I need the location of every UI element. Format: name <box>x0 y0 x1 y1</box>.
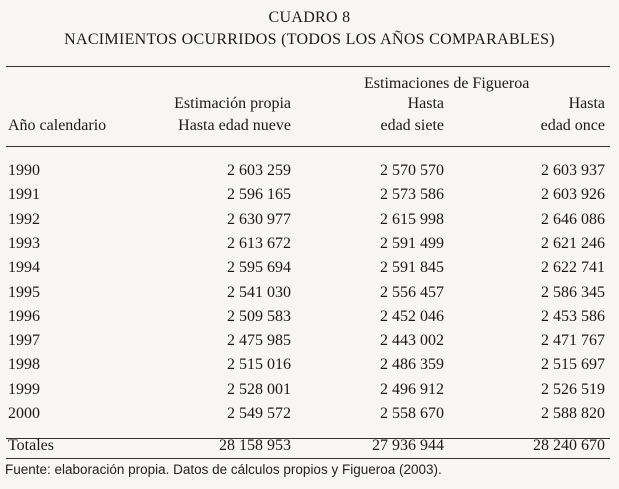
table-number: CUADRO 8 <box>268 9 351 26</box>
year-cell: 1991 <box>8 186 40 204</box>
value-cell: 2 471 767 <box>541 332 605 350</box>
value-cell: 2 591 845 <box>380 259 444 277</box>
value-cell: 2 443 002 <box>380 332 444 350</box>
header-year <box>8 115 106 137</box>
source-note: Fuente: elaboración propia. Datos de cálculos propios y Figueroa (2003). <box>5 462 442 477</box>
table-row <box>0 381 619 405</box>
value-cell: 2 452 046 <box>380 307 444 325</box>
value-cell: 2 573 586 <box>380 186 444 204</box>
year-cell: 1995 <box>8 283 40 301</box>
header-own-estimate <box>174 93 291 137</box>
value-cell: 2 570 570 <box>380 162 444 179</box>
value-cell: 2 621 246 <box>541 234 605 252</box>
value-cell: 2 646 086 <box>541 210 605 228</box>
table-row <box>0 332 619 356</box>
header-line: Hasta edad nueve <box>178 117 291 134</box>
year-cell: 1994 <box>8 259 40 277</box>
year-cell: 1997 <box>8 332 40 350</box>
header-line: Estimación propia <box>174 95 291 112</box>
value-cell: 2 515 697 <box>541 356 605 374</box>
value-cell: 2 603 926 <box>541 186 605 204</box>
header-age-eleven <box>541 93 605 137</box>
year-cell: 1999 <box>8 380 40 398</box>
value-cell: 2 486 359 <box>380 356 444 374</box>
top-rule <box>6 66 610 67</box>
total-cell: 27 936 944 <box>372 437 444 454</box>
value-cell: 2 588 820 <box>541 405 605 422</box>
value-cell: 2 541 030 <box>227 283 291 301</box>
value-cell: 2 556 457 <box>380 283 444 301</box>
total-cell: 28 240 670 <box>533 437 605 454</box>
year-cell: 1992 <box>8 210 40 228</box>
header-age-seven <box>380 93 444 137</box>
header-line: Hasta <box>407 95 444 112</box>
value-cell: 2 603 259 <box>227 162 291 179</box>
header-rule <box>6 146 610 147</box>
year-cell: 1993 <box>8 234 40 252</box>
value-cell: 2 453 586 <box>541 307 605 325</box>
header-line: edad siete <box>380 117 444 134</box>
value-cell: 2 549 572 <box>227 405 291 422</box>
value-cell: 2 615 998 <box>380 210 444 228</box>
year-cell: 1998 <box>8 356 40 374</box>
value-cell: 2 603 937 <box>541 162 605 179</box>
value-cell: 2 613 672 <box>227 234 291 252</box>
value-cell: 2 475 985 <box>227 332 291 350</box>
group-header: Estimaciones de Figueroa <box>364 75 530 92</box>
value-cell: 2 596 165 <box>227 186 291 204</box>
value-cell: 2 586 345 <box>541 283 605 301</box>
table-row <box>0 259 619 283</box>
table-row <box>0 308 619 332</box>
value-cell: 2 528 001 <box>227 380 291 398</box>
table-row <box>0 235 619 259</box>
table-row <box>0 211 619 235</box>
value-cell: 2 526 519 <box>541 380 605 398</box>
value-cell: 2 509 583 <box>227 307 291 325</box>
value-cell: 2 515 016 <box>227 356 291 374</box>
value-cell: 2 496 912 <box>380 380 444 398</box>
value-cell: 2 558 670 <box>380 405 444 422</box>
value-cell: 2 595 694 <box>227 259 291 277</box>
value-cell: 2 630 977 <box>227 210 291 228</box>
total-cell: 28 158 953 <box>219 437 291 454</box>
header-line: Hasta <box>568 95 605 112</box>
year-cell: 1996 <box>8 307 40 325</box>
bottom-rule <box>6 458 610 459</box>
table-row <box>0 284 619 308</box>
year-cell: 1990 <box>8 162 40 179</box>
table-row <box>0 186 619 210</box>
header-year-line: Año calendario <box>8 117 107 134</box>
table-title: NACIMIENTOS OCURRIDOS (TODOS LOS AÑOS COMPARABLES) <box>64 31 555 48</box>
totals-label: Totales <box>8 437 54 454</box>
table-row <box>0 405 619 429</box>
header-line: edad once <box>540 117 605 134</box>
value-cell: 2 622 741 <box>541 259 605 277</box>
table-row <box>0 162 619 186</box>
year-cell: 2000 <box>8 405 40 422</box>
value-cell: 2 591 499 <box>380 234 444 252</box>
table-row <box>0 356 619 380</box>
